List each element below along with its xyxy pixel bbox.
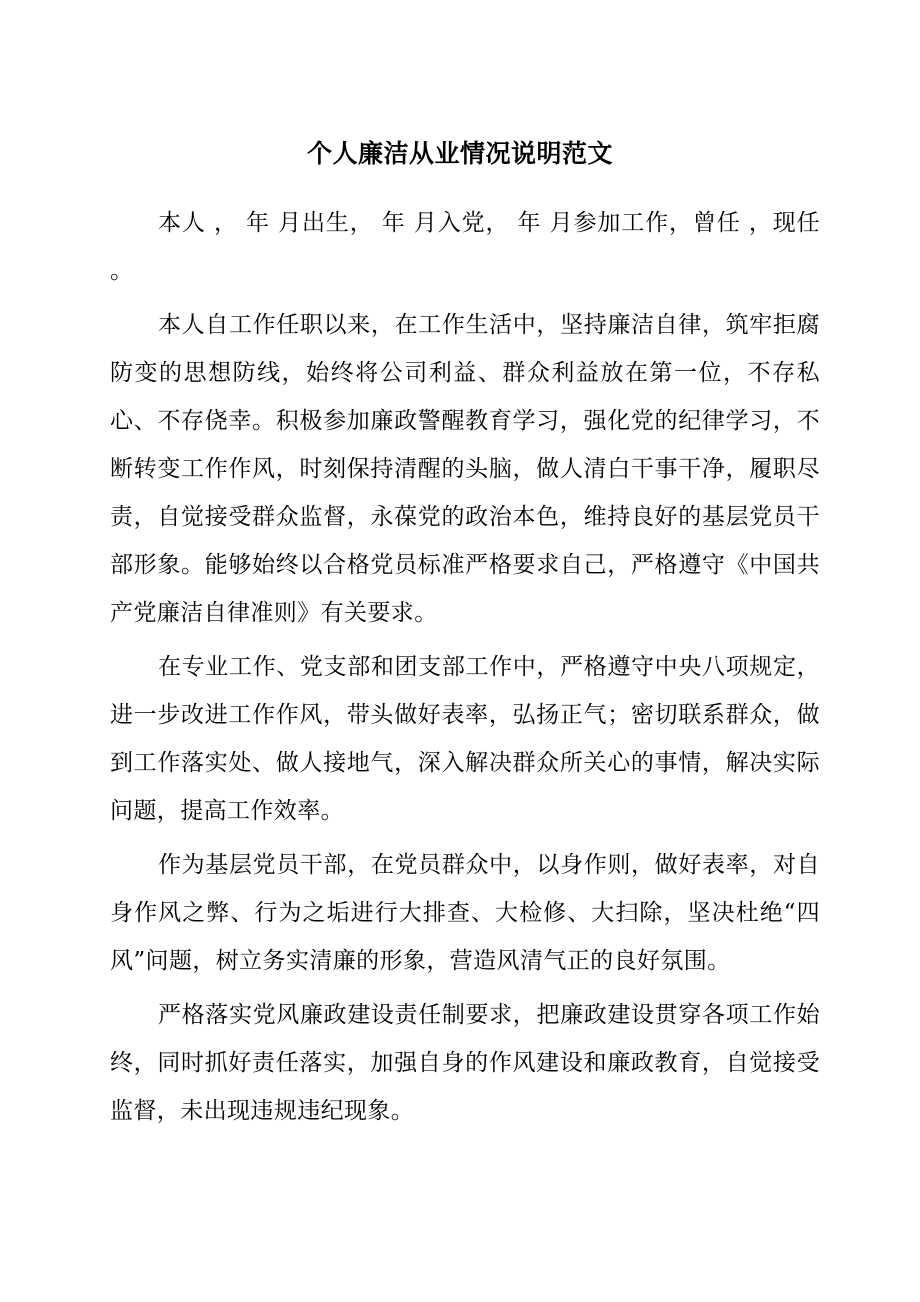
paragraph-work-style: 在专业工作、党支部和团支部工作中，严格遵守中央八项规定，进一步改进工作作风，带头做好表率，弘扬正气；密切联系群众，做到工作落实处、做人接地气，深入解决群众所关心的事情，解决实际问题，提高工作效率。 [110, 654, 820, 824]
paragraph-self-discipline: 本人自工作任职以来，在工作生活中，坚持廉洁自律，筑牢拒腐防变的思想防线，始终将公司利益、群众利益放在第一位，不存私心、不存侥幸。积极参加廉政警醒教育学习，强化党的纪律学习，不断转变工作作风，时刻保持清醒的头脑，做人清白干事干净，履职尽责，自觉接受群众监督，永葆党的政治本色，维持良好的基层党员干部形象。能够始终以合格党员标准严格要求自己，严格遵守《中国共产党廉洁自律准则》有关要求。 [110, 312, 820, 626]
paragraph-personal-info: 本人 ， 年 月出生， 年 月入党， 年 月参加工作，曾任 ，现任 。 [110, 210, 820, 284]
paragraph-responsibility: 严格落实党风廉政建设责任制要求，把廉政建设贯穿各项工作始终，同时抓好责任落实，加强自身的作风建设和廉政教育，自觉接受监督，未出现违规违纪现象。 [110, 1002, 820, 1124]
document-body [110, 199, 820, 1141]
document-title: 个人廉洁从业情况说明范文 [306, 139, 613, 168]
paragraph-role-model: 作为基层党员干部，在党员群众中，以身作则，做好表率，对自身作风之弊、行为之垢进行大排查、大检修、大扫除，坚决杜绝“四风”问题，树立务实清廉的形象，营造风清气正的良好氛围。 [110, 852, 820, 974]
